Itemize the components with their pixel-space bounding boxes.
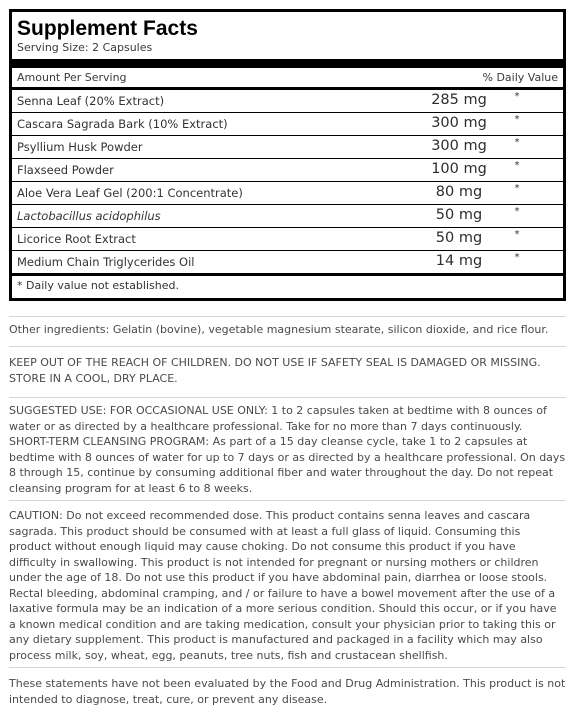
ingredient-name: Lactobacillus acidophilus bbox=[17, 209, 161, 223]
ingredient-amount: 14 mg bbox=[435, 253, 483, 269]
ingredient-name: Flaxseed Powder bbox=[17, 163, 114, 177]
ingredient-amount: 80 mg bbox=[435, 184, 483, 200]
ingredient-amount: 300 mg bbox=[431, 138, 487, 154]
supplement-facts-panel bbox=[9, 9, 566, 301]
cleansing-program: SHORT-TERM CLEANSING PROGRAM: As part of a 15 day cleanse cycle, take 1 to 2 capsules at bedtime with 8 ounces of water for up to 7 days or as directed by a healthcare professional. On days 8 through 15, continue by consuming additional fiber and water throughout the day. Do not repeat cleansing program for at least 6 to 8 weeks. bbox=[9, 435, 566, 495]
ingredient-rows bbox=[12, 90, 563, 273]
ingredient-amount: 285 mg bbox=[431, 92, 487, 108]
ingredient-dv: * bbox=[514, 229, 520, 240]
storage-warning: KEEP OUT OF THE REACH OF CHILDREN. DO NOT USE IF SAFETY SEAL IS DAMAGED OR MISSING. STORE IN A COOL, DRY PLACE. bbox=[9, 356, 541, 385]
ingredient-row bbox=[12, 204, 563, 227]
ingredient-dv: * bbox=[514, 137, 520, 148]
ingredient-dv: * bbox=[514, 160, 520, 171]
column-header-row bbox=[12, 68, 563, 87]
ingredient-row bbox=[12, 158, 563, 181]
ingredient-row bbox=[12, 181, 563, 204]
ingredient-dv: * bbox=[514, 91, 520, 102]
ingredient-row bbox=[12, 90, 563, 112]
amount-per-serving-header: Amount Per Serving bbox=[17, 71, 127, 84]
ingredient-name: Psyllium Husk Powder bbox=[17, 140, 143, 154]
ingredient-row bbox=[12, 112, 563, 135]
divider bbox=[9, 316, 566, 317]
ingredient-name: Senna Leaf (20% Extract) bbox=[17, 94, 165, 108]
ingredient-amount: 100 mg bbox=[431, 161, 487, 177]
ingredient-row bbox=[12, 250, 563, 273]
ingredient-dv: * bbox=[514, 183, 520, 194]
ingredient-name: Licorice Root Extract bbox=[17, 232, 136, 246]
divider bbox=[9, 667, 566, 668]
divider bbox=[9, 397, 566, 398]
ingredient-name: Medium Chain Triglycerides Oil bbox=[17, 255, 195, 269]
ingredient-name: Cascara Sagrada Bark (10% Extract) bbox=[17, 117, 228, 131]
ingredient-name: Aloe Vera Leaf Gel (200:1 Concentrate) bbox=[17, 186, 243, 200]
divider bbox=[9, 500, 566, 501]
panel-title: Supplement Facts bbox=[17, 17, 198, 40]
ingredient-amount: 50 mg bbox=[435, 230, 483, 246]
ingredient-row bbox=[12, 227, 563, 250]
footnote: * Daily value not established. bbox=[12, 273, 563, 298]
ingredient-dv: * bbox=[514, 252, 520, 263]
suggested-use: SUGGESTED USE: FOR OCCASIONAL USE ONLY: 1 to 2 capsules taken at bedtime with 8 ounces of water or as directed by a healthcare professional. Take for no more than 7 days continuously. SHORT-TERM CLEANSING PROGRAM: As part of a 15 day cleanse cycle, take 1 to 2 capsules at bedtime with 8 ounces of water for up to 7 days or as directed by a healthcare professional. On days 8 through 15, continue by consuming additional fiber and water throughout the day. Do not repeat cleansing program for at least 6 to 8 weeks. bbox=[9, 404, 566, 495]
fda-disclaimer: These statements have not been evaluated by the Food and Drug Administration. This product is not intended to diagnose, treat, cure, or prevent any disease. bbox=[9, 677, 566, 706]
ingredient-dv: * bbox=[514, 206, 520, 217]
ingredient-amount: 50 mg bbox=[435, 207, 483, 223]
daily-value-header: % Daily Value bbox=[482, 71, 558, 84]
serving-size: Serving Size: 2 Capsules bbox=[17, 41, 153, 54]
other-ingredients: Other ingredients: Gelatin (bovine), vegetable magnesium stearate, silicon dioxide, and rice flour. bbox=[9, 323, 549, 336]
ingredient-dv: * bbox=[514, 114, 520, 125]
ingredient-row bbox=[12, 135, 563, 158]
ingredient-amount: 300 mg bbox=[431, 115, 487, 131]
divider bbox=[9, 346, 566, 347]
caution: CAUTION: Do not exceed recommended dose. This product contains senna leaves and cascara sagrada. This product should be consumed with at least a full glass of liquid. Consuming this product without enough liquid may cause choking. Do not consume this product if you have difficulty in swallowing. This product is not intended for pregnant or nursing mothers or children under the age of 18. Do not use this product if you have abdominal pain, diarrhea or loose stools. Rectal bleeding, abdominal cramping, and / or failure to have a bowel movement after the use of a laxative formula may be an indication of a more serious condition. Should this occur, or if you have a known medical condition and are taking medication, consult your physician prior to taking this or any dietary supplement. This product is manufactured and packaged in a facility which may also process milk, soy, wheat, egg, peanuts, tree nuts, fish and crustacean shellfish. bbox=[9, 509, 557, 662]
